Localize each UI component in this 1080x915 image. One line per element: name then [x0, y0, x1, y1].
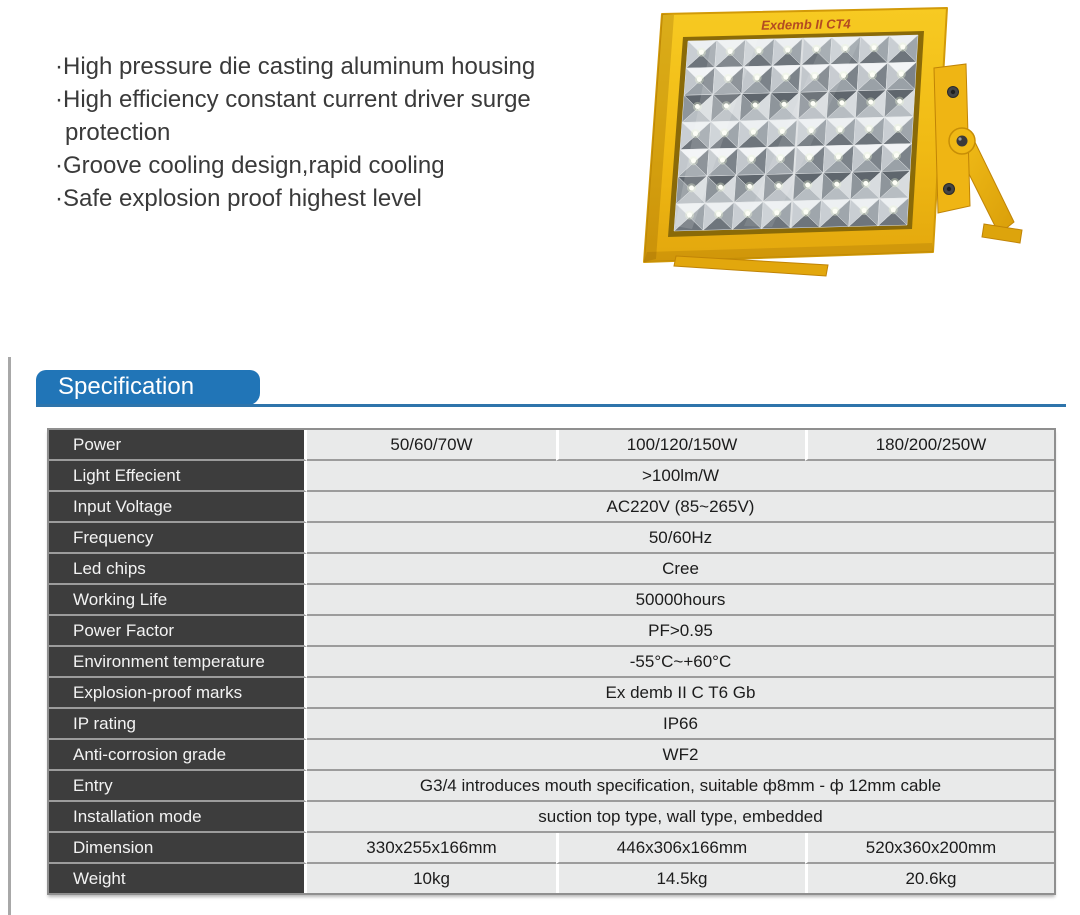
led-dot [870, 72, 875, 77]
spec-row-label: Frequency [49, 523, 307, 554]
spec-cell-span: AC220V (85~265V) [307, 492, 1054, 523]
spec-table-body [49, 430, 1054, 893]
feature-item: ·High pressure die casting aluminum housing [55, 53, 536, 80]
spec-row-label: Anti-corrosion grade [49, 740, 307, 771]
led-dot [834, 182, 839, 187]
spec-row-label: Input Voltage [49, 492, 307, 523]
spec-row [49, 802, 1054, 833]
spec-row-label: Installation mode [49, 802, 307, 833]
led-dot [892, 180, 897, 185]
spec-cell-span: WF2 [307, 740, 1054, 771]
spec-row [49, 492, 1054, 523]
feature-item: ·Safe explosion proof highest level [55, 185, 422, 212]
spec-cell-span: >100lm/W [307, 461, 1054, 492]
section-title-badge [36, 370, 260, 405]
lamp-label: Exdemb II CT4 [761, 16, 851, 33]
section-underline [36, 404, 1066, 407]
spec-cell-span: 50/60Hz [307, 523, 1054, 554]
spec-row-label: Entry [49, 771, 307, 802]
lamp-hinge [949, 128, 975, 154]
led-dot [899, 72, 904, 77]
led-dot [753, 102, 758, 107]
led-dot [872, 45, 877, 50]
led-dot [718, 185, 723, 190]
led-dot [896, 126, 901, 131]
spec-row [49, 554, 1054, 585]
spec-row [49, 833, 1054, 864]
spec-cell-span: 50000hours [307, 585, 1054, 616]
spec-cell-span: -55°C~+60°C [307, 647, 1054, 678]
spec-row [49, 678, 1054, 709]
spec-row [49, 585, 1054, 616]
led-dot [862, 208, 867, 213]
spec-cell-span: PF>0.95 [307, 616, 1054, 647]
led-dot [836, 155, 841, 160]
led-dot [716, 212, 721, 217]
led-dot [839, 100, 844, 105]
feature-item: ·Groove cooling design,rapid cooling [55, 152, 445, 179]
spec-row-label: Working Life [49, 585, 307, 616]
spec-cell: 100/120/150W [556, 430, 805, 461]
led-dot [868, 99, 873, 104]
led-dot [814, 47, 819, 52]
section-title: Specification [58, 373, 195, 400]
led-dot [897, 99, 902, 104]
spec-table [47, 428, 1056, 895]
spec-row [49, 647, 1054, 678]
led-dot [720, 158, 725, 163]
spec-row-label: Power Factor [49, 616, 307, 647]
led-dot [803, 210, 808, 215]
spec-cell-span: G3/4 introduces mouth specification, suitable ф8mm - ф 12mm cable [307, 771, 1054, 802]
led-dot [782, 102, 787, 107]
lamp-bolt [944, 184, 955, 195]
spec-row-label: Led chips [49, 554, 307, 585]
spec-cell-span: Ex demb II C T6 Gb [307, 678, 1054, 709]
led-dot [894, 153, 899, 158]
led-dot [807, 155, 812, 160]
spec-cell: 446x306x166mm [556, 833, 805, 864]
spec-row-label: Explosion-proof marks [49, 678, 307, 709]
lamp-bolt [948, 87, 959, 98]
led-dot [755, 75, 760, 80]
led-dot [756, 48, 761, 53]
spec-row [49, 461, 1054, 492]
led-dot [805, 182, 810, 187]
led-dot [863, 181, 868, 186]
feature-item: ·High efficiency constant current driver surge protection [55, 86, 531, 146]
feature-list [55, 50, 600, 215]
led-dot [891, 207, 896, 212]
led-dot [785, 47, 790, 52]
spec-cell: 50/60/70W [307, 430, 556, 461]
led-dot [867, 127, 872, 132]
floodlight-illustration [620, 0, 1040, 290]
spec-cell: 520x360x200mm [805, 833, 1054, 864]
spec-row [49, 864, 1054, 893]
spec-cell: 330x255x166mm [307, 833, 556, 864]
spec-row [49, 771, 1054, 802]
spec-row-label: Weight [49, 864, 307, 893]
spec-row [49, 430, 1054, 461]
spec-row-label: Dimension [49, 833, 307, 864]
led-dot [838, 127, 843, 132]
spec-row-label: Light Effecient [49, 461, 307, 492]
spec-cell: 10kg [307, 864, 556, 893]
led-dot [900, 44, 905, 49]
led-dot [783, 75, 788, 80]
spec-cell: 14.5kg [556, 864, 805, 893]
spec-row-label: Environment temperature [49, 647, 307, 678]
led-dot [749, 157, 754, 162]
product-image [620, 0, 1040, 290]
spec-row-label: Power [49, 430, 307, 461]
spec-cell-span: suction top type, wall type, embedded [307, 802, 1054, 833]
spec-cell-span: IP66 [307, 709, 1054, 740]
led-dot [751, 130, 756, 135]
led-dot [865, 154, 870, 159]
page-left-rule [8, 357, 11, 915]
spec-row [49, 523, 1054, 554]
led-dot [699, 50, 704, 55]
spec-row-label: IP rating [49, 709, 307, 740]
spec-row [49, 740, 1054, 771]
spec-cell: 180/200/250W [805, 430, 1054, 461]
spec-cell-span: Cree [307, 554, 1054, 585]
spec-row [49, 709, 1054, 740]
led-dot [833, 209, 838, 214]
spec-row [49, 616, 1054, 647]
spec-cell: 20.6kg [805, 864, 1054, 893]
led-dot [697, 77, 702, 82]
led-dot [747, 184, 752, 189]
